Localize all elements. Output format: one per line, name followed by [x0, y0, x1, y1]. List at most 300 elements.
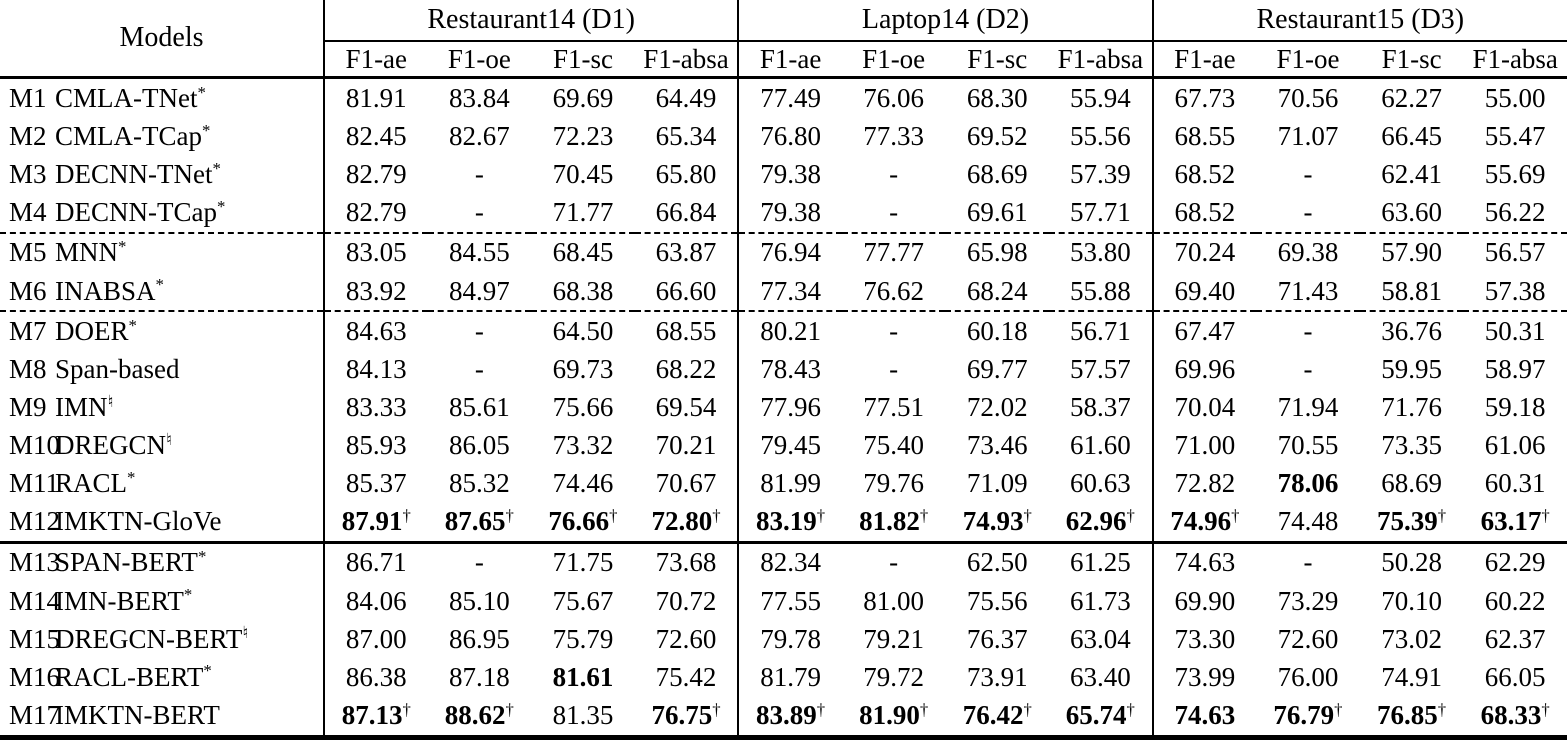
metric-number: 57.90 [1381, 237, 1442, 268]
metric-value [428, 502, 532, 542]
model-superscript: * [201, 120, 211, 140]
metric-number: - [1303, 158, 1313, 189]
model-name: IMKTN-GloVe [55, 505, 222, 536]
metric-value [1360, 464, 1464, 502]
metric-number: 56.57 [1484, 237, 1546, 268]
metric-value [738, 464, 842, 502]
metric-value [324, 118, 428, 156]
metric-value [428, 620, 532, 658]
model-cell [0, 78, 324, 118]
metric-number: 69.73 [552, 354, 614, 385]
model-id: M2 [9, 120, 47, 151]
metric-value [842, 272, 946, 311]
metric-number: 71.94 [1277, 391, 1339, 422]
metric-value [1463, 272, 1567, 311]
metric-value [635, 351, 739, 389]
metric-value [738, 582, 842, 620]
metric-value [945, 155, 1049, 193]
metric-number: - [1303, 196, 1313, 227]
table-row [0, 502, 1567, 542]
dagger-superscript: † [919, 505, 929, 525]
metric-value [1153, 464, 1257, 502]
metric-value [531, 118, 635, 156]
metric-number: 70.55 [1277, 429, 1339, 460]
metric-number: 79.76 [863, 467, 925, 498]
metric-number: 70.72 [655, 585, 717, 616]
metric-value [945, 351, 1049, 389]
metric-value [1153, 351, 1257, 389]
metric-number: 77.33 [863, 120, 925, 151]
metric-number: 62.96 [1065, 505, 1127, 536]
metric-number: 57.38 [1484, 275, 1546, 306]
metric-value [1463, 464, 1567, 502]
metric-value [1049, 542, 1153, 582]
metric-number: 69.96 [1174, 354, 1236, 385]
metric-number: 74.96 [1170, 505, 1232, 536]
table-row [0, 582, 1567, 620]
model-name: DECNN-TNet* [55, 158, 221, 189]
metric-number: - [474, 547, 484, 578]
metric-value [428, 582, 532, 620]
model-superscript: * [128, 315, 137, 335]
model-cell [0, 658, 324, 696]
metric-number: 74.91 [1381, 661, 1442, 692]
metric-value [1256, 78, 1360, 118]
metric-value [1256, 155, 1360, 193]
metric-header-f1absa: F1-absa [1463, 41, 1567, 78]
metric-number: 65.80 [655, 158, 717, 189]
metric-value [1049, 388, 1153, 426]
metric-number: 74.93 [962, 505, 1024, 536]
metric-number: 66.60 [655, 275, 717, 306]
table-row [0, 351, 1567, 389]
metric-value [1463, 193, 1567, 232]
metric-value [1256, 658, 1360, 696]
metric-number: 69.90 [1174, 585, 1236, 616]
metric-value [1360, 542, 1464, 582]
metric-value [738, 311, 842, 350]
metric-value [324, 582, 428, 620]
metric-header-f1oe: F1-oe [842, 41, 946, 78]
metric-number: 73.99 [1174, 661, 1236, 692]
metric-number: - [474, 158, 484, 189]
model-name: DOER* [55, 315, 137, 346]
metric-number: 66.84 [655, 196, 717, 227]
metric-number: 84.55 [448, 237, 510, 268]
metric-number: 84.97 [448, 275, 510, 306]
metric-number: 82.79 [345, 196, 407, 227]
metric-value [842, 696, 946, 738]
table-row [0, 311, 1567, 350]
model-cell [0, 311, 324, 350]
metric-value [1049, 193, 1153, 232]
model-superscript: * [127, 467, 136, 487]
model-id: M10 [9, 429, 61, 460]
model-cell [0, 502, 324, 542]
metric-number: 64.50 [552, 315, 614, 346]
metric-number: 70.67 [655, 467, 717, 498]
metric-number: 67.47 [1174, 315, 1236, 346]
metric-value [531, 311, 635, 350]
table-row [0, 272, 1567, 311]
metric-value [1049, 233, 1153, 272]
dagger-superscript: † [712, 505, 721, 525]
table-row [0, 193, 1567, 232]
model-id: M1 [9, 82, 47, 113]
metric-number: 82.67 [448, 120, 510, 151]
metric-value [738, 388, 842, 426]
model-cell [0, 464, 324, 502]
metric-value [842, 542, 946, 582]
metric-value [1153, 388, 1257, 426]
metric-number: 68.52 [1174, 196, 1236, 227]
metric-value [635, 502, 739, 542]
metric-number: 76.37 [966, 623, 1028, 654]
metric-number: 78.06 [1277, 467, 1339, 498]
model-id: M11 [9, 467, 60, 498]
metric-value [1153, 311, 1257, 350]
model-superscript: * [197, 547, 207, 567]
metric-number: 61.73 [1069, 585, 1131, 616]
metric-number: 73.35 [1381, 429, 1442, 460]
metric-value [635, 658, 739, 696]
metric-number: - [1303, 315, 1313, 346]
metric-number: 68.33 [1480, 699, 1542, 730]
metric-number: 76.66 [548, 505, 610, 536]
metric-number: 58.81 [1381, 275, 1442, 306]
metric-value [531, 620, 635, 658]
metric-number: 70.56 [1277, 82, 1339, 113]
metric-value [1049, 620, 1153, 658]
metric-number: 66.05 [1484, 661, 1546, 692]
metric-value [1049, 696, 1153, 738]
metric-number: 59.18 [1484, 391, 1546, 422]
metric-number: 78.43 [760, 354, 821, 385]
metric-number: 82.45 [345, 120, 407, 151]
metric-value [945, 233, 1049, 272]
metric-value [1153, 502, 1257, 542]
metric-number: 72.80 [651, 505, 713, 536]
table-body [0, 78, 1567, 738]
model-name: RACL* [55, 467, 136, 498]
metric-value [531, 233, 635, 272]
metric-value [738, 542, 842, 582]
metric-number: 63.87 [655, 237, 717, 268]
metric-value [324, 658, 428, 696]
metric-number: 56.22 [1484, 196, 1546, 227]
model-cell [0, 118, 324, 156]
metric-number: 57.57 [1069, 354, 1131, 385]
metric-number: 83.19 [756, 505, 817, 536]
metric-number: 76.80 [760, 120, 821, 151]
metric-value [1463, 620, 1567, 658]
metric-value [635, 233, 739, 272]
metric-value [635, 464, 739, 502]
metric-number: 62.37 [1484, 623, 1546, 654]
metric-value [1153, 620, 1257, 658]
metric-number: 68.22 [655, 354, 717, 385]
metric-number: 50.28 [1381, 547, 1442, 578]
metric-number: 71.77 [552, 196, 614, 227]
metric-value [842, 233, 946, 272]
model-id: M17 [9, 699, 61, 730]
metric-value [842, 582, 946, 620]
metric-value [738, 118, 842, 156]
metric-value [738, 351, 842, 389]
model-superscript: * [203, 661, 212, 681]
metric-value [1049, 502, 1153, 542]
metric-value [945, 620, 1049, 658]
model-name: IMN-BERT* [55, 585, 193, 616]
metric-value [738, 193, 842, 232]
metric-number: 70.24 [1174, 237, 1236, 268]
metric-number: 60.18 [966, 315, 1028, 346]
metric-value [1463, 311, 1567, 350]
metric-value [531, 464, 635, 502]
metric-number: - [1303, 547, 1313, 578]
model-superscript: ♮ [166, 429, 172, 449]
metric-value [428, 464, 532, 502]
metric-number: 75.42 [655, 661, 717, 692]
metric-number: 86.38 [345, 661, 407, 692]
metric-number: 68.69 [966, 158, 1028, 189]
metric-value [738, 272, 842, 311]
model-superscript: * [118, 237, 127, 257]
model-superscript: * [197, 82, 206, 102]
metric-value [738, 696, 842, 738]
metric-number: 76.85 [1377, 699, 1438, 730]
model-name: CMLA-TNet* [55, 82, 206, 113]
metric-value [842, 464, 946, 502]
metric-number: 74.48 [1277, 505, 1339, 536]
metric-number: 55.56 [1069, 120, 1131, 151]
metric-number: 75.66 [552, 391, 614, 422]
metric-value [1360, 696, 1464, 738]
table-row [0, 155, 1567, 193]
metric-value [324, 696, 428, 738]
metric-value [324, 78, 428, 118]
metric-number: 63.17 [1480, 505, 1542, 536]
metric-value [1256, 272, 1360, 311]
metric-number: - [1303, 354, 1313, 385]
metric-number: 62.27 [1381, 82, 1442, 113]
metric-number: 66.45 [1381, 120, 1442, 151]
metric-number: 81.90 [859, 699, 920, 730]
metric-value [738, 78, 842, 118]
metric-number: 61.25 [1069, 547, 1131, 578]
metric-value [1256, 233, 1360, 272]
metric-value [428, 696, 532, 738]
metric-value [531, 502, 635, 542]
metric-value [1463, 502, 1567, 542]
metric-value [1360, 388, 1464, 426]
metric-number: 85.37 [345, 467, 407, 498]
metric-number: 81.99 [760, 467, 821, 498]
metric-number: 74.63 [1174, 547, 1236, 578]
metric-value [842, 78, 946, 118]
metric-number: 87.18 [448, 661, 510, 692]
metric-number: 67.73 [1174, 82, 1236, 113]
metric-number: - [474, 354, 484, 385]
metric-number: 83.92 [345, 275, 407, 306]
dagger-superscript: † [919, 699, 929, 719]
metric-value [635, 542, 739, 582]
metric-value [1049, 464, 1153, 502]
metric-number: 69.61 [966, 196, 1028, 227]
metric-number: - [889, 315, 899, 346]
model-cell [0, 388, 324, 426]
metric-value [1463, 233, 1567, 272]
model-name: DREGCN-BERT♮ [55, 623, 249, 654]
metric-value [1256, 542, 1360, 582]
model-name: IMN♮ [55, 391, 114, 422]
metric-value [324, 388, 428, 426]
metric-number: 81.00 [863, 585, 925, 616]
metric-number: 58.97 [1484, 354, 1546, 385]
metric-value [1360, 426, 1464, 464]
metric-value [842, 426, 946, 464]
dagger-superscript: † [1231, 505, 1240, 525]
metric-value [531, 542, 635, 582]
metric-number: 69.52 [966, 120, 1028, 151]
metric-value [738, 233, 842, 272]
metric-value [738, 426, 842, 464]
table-row [0, 426, 1567, 464]
metric-header-f1absa: F1-absa [1049, 41, 1153, 78]
metric-value [1360, 233, 1464, 272]
metric-number: 72.60 [1277, 623, 1339, 654]
model-id: M5 [9, 237, 47, 268]
metric-value [324, 311, 428, 350]
metric-value [1360, 311, 1464, 350]
metric-number: 68.69 [1381, 467, 1442, 498]
metric-number: 76.75 [651, 699, 713, 730]
metric-number: 60.63 [1069, 467, 1131, 498]
model-name: INABSA* [55, 275, 164, 306]
model-cell [0, 620, 324, 658]
metric-value [635, 118, 739, 156]
metric-number: 81.82 [859, 505, 920, 536]
metric-number: 74.46 [552, 467, 614, 498]
model-name: IMKTN-BERT [55, 699, 220, 730]
metric-number: 68.45 [552, 237, 614, 268]
dagger-superscript: † [816, 505, 826, 525]
group-header-restaurant14: Restaurant14 (D1) [324, 0, 738, 41]
metric-number: 68.52 [1174, 158, 1236, 189]
metric-number: 77.49 [760, 82, 821, 113]
metric-value [1463, 351, 1567, 389]
metric-number: 79.72 [863, 661, 925, 692]
metric-value [635, 311, 739, 350]
metric-number: - [474, 196, 484, 227]
metric-number: 76.62 [863, 275, 925, 306]
metric-number: 77.96 [760, 391, 821, 422]
metric-number: 53.80 [1069, 237, 1131, 268]
metric-number: 55.47 [1484, 120, 1546, 151]
metric-value [1360, 502, 1464, 542]
metric-value [1360, 658, 1464, 696]
metric-number: 73.46 [966, 429, 1028, 460]
metric-number: 64.49 [655, 82, 717, 113]
table-row [0, 388, 1567, 426]
metric-value [1463, 78, 1567, 118]
metric-number: 82.79 [345, 158, 407, 189]
metric-value [1463, 542, 1567, 582]
metric-value [945, 502, 1049, 542]
metric-number: 70.04 [1174, 391, 1236, 422]
metric-number: 81.79 [760, 661, 821, 692]
model-name: DECNN-TCap* [55, 196, 226, 227]
metric-number: 77.55 [760, 585, 821, 616]
metric-value [324, 233, 428, 272]
metric-number: 77.34 [760, 275, 821, 306]
metric-number: 65.74 [1065, 699, 1127, 730]
metric-number: 83.89 [756, 699, 817, 730]
metric-number: 85.32 [448, 467, 510, 498]
metric-number: 73.32 [552, 429, 614, 460]
metric-value [1049, 311, 1153, 350]
metric-value [1360, 78, 1464, 118]
dagger-superscript: † [1023, 699, 1032, 719]
model-id: M13 [9, 547, 61, 578]
dagger-superscript: † [1437, 699, 1447, 719]
metric-number: 83.05 [345, 237, 407, 268]
dagger-superscript: † [609, 505, 618, 525]
metric-number: 68.24 [966, 275, 1028, 306]
metric-value [324, 155, 428, 193]
model-cell [0, 351, 324, 389]
metric-number: 87.91 [341, 505, 403, 536]
metric-number: 60.22 [1484, 585, 1546, 616]
metric-value [1463, 388, 1567, 426]
metric-number: 87.00 [345, 623, 407, 654]
metric-value [531, 351, 635, 389]
metric-value [945, 193, 1049, 232]
dagger-superscript: † [1437, 505, 1447, 525]
metric-number: 76.42 [962, 699, 1024, 730]
metric-number: 59.95 [1381, 354, 1442, 385]
metric-value [428, 155, 532, 193]
metric-value [1049, 78, 1153, 118]
metric-number: 77.77 [863, 237, 925, 268]
models-header: Models [0, 0, 324, 78]
model-name: DREGCN♮ [55, 429, 172, 460]
metric-number: 76.00 [1277, 661, 1339, 692]
metric-value [531, 696, 635, 738]
metric-header-f1ae: F1-ae [1153, 41, 1257, 78]
metric-value [945, 311, 1049, 350]
table-row [0, 542, 1567, 582]
metric-number: 55.00 [1484, 82, 1546, 113]
metric-value [945, 272, 1049, 311]
metric-value [738, 620, 842, 658]
metric-number: 70.21 [655, 429, 717, 460]
metric-header-f1sc: F1-sc [531, 41, 635, 78]
metric-number: 72.23 [552, 120, 614, 151]
metric-value [1256, 118, 1360, 156]
metric-value [635, 155, 739, 193]
metric-number: 72.60 [655, 623, 717, 654]
model-cell [0, 272, 324, 311]
metric-number: 72.02 [966, 391, 1028, 422]
metric-number: 55.94 [1069, 82, 1131, 113]
metric-number: 68.55 [655, 315, 717, 346]
metric-value [1360, 118, 1464, 156]
model-superscript: * [212, 158, 221, 178]
dagger-superscript: † [1541, 699, 1550, 719]
metric-number: 55.88 [1069, 275, 1131, 306]
metric-value [531, 658, 635, 696]
